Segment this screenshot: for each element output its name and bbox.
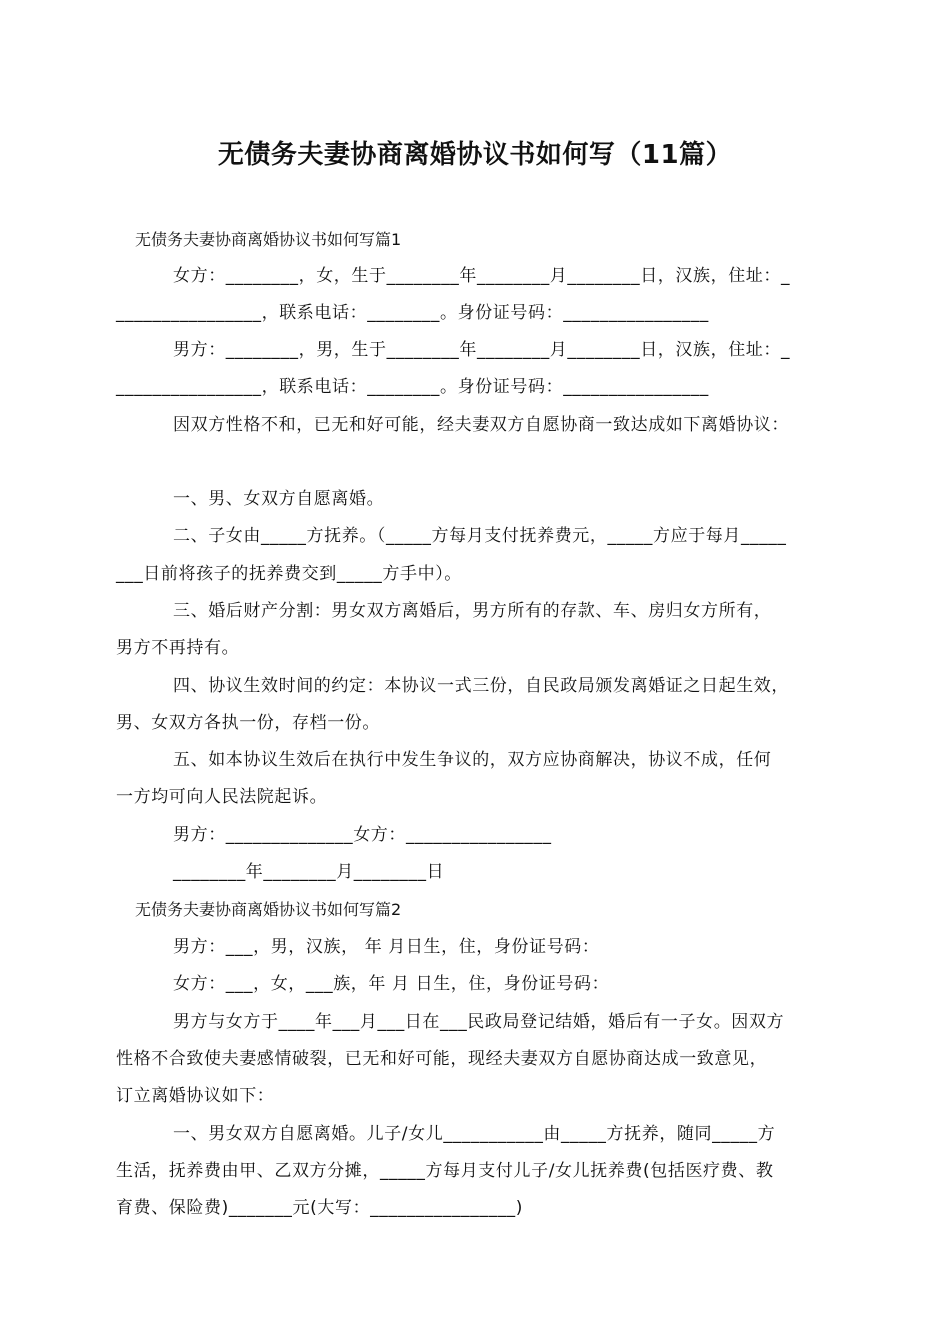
document-title: 无债务夫妻协商离婚协议书如何写（11篇）	[217, 140, 733, 170]
paragraph-line: 五、如本协议生效后在执行中发生争议的，双方应协商解决，协议不成，任何	[173, 750, 772, 770]
paragraph-line: 一、男女双方自愿离婚。儿子/女儿___________由_____方抚养，随同_____方	[173, 1124, 776, 1144]
paragraph-line: 二、子女由_____方抚养。（_____方每月支付抚养费元，_____方应于每月_____	[173, 526, 787, 546]
paragraph-line: 女方：________，女，生于________年________月________日，汉族，住址：_	[173, 266, 791, 286]
paragraph-line: 生活，抚养费由甲、乙双方分摊，_____方每月支付儿子/女儿抚养费(包括医疗费、教	[116, 1161, 774, 1181]
paragraph-line: 女方：___，女，___族，年 月 日生，住，身份证号码：	[173, 974, 610, 994]
paragraph-line: 男方：___，男，汉族， 年 月日生，住，身份证号码：	[173, 937, 600, 957]
signature-line: 男方：______________女方：________________	[173, 825, 552, 845]
section-heading-2: 无债务夫妻协商离婚协议书如何写篇2	[135, 900, 402, 919]
section-heading-1: 无债务夫妻协商离婚协议书如何写篇1	[135, 230, 402, 249]
paragraph-line: ________________，联系电话：________。身份证号码：________________	[116, 377, 709, 397]
paragraph-line: 三、婚后财产分割：男女双方离婚后，男方所有的存款、车、房归女方所有，	[173, 601, 772, 621]
paragraph-line: 一方均可向人民法院起诉。	[116, 787, 328, 807]
paragraph-line: ___日前将孩子的抚养费交到_____方手中）。	[116, 564, 462, 584]
paragraph-line: 订立离婚协议如下：	[116, 1086, 275, 1106]
paragraph-line: 因双方性格不和，已无和好可能，经夫妻双方自愿协商一致达成如下离婚协议：	[173, 415, 789, 435]
paragraph-line: 一、男、女双方自愿离婚。	[173, 489, 385, 509]
paragraph-line: 男方与女方于____年___月___日在___民政局登记结婚，婚后有一子女。因双方	[173, 1012, 785, 1032]
paragraph-line: 性格不合致使夫妻感情破裂，已无和好可能，现经夫妻双方自愿协商达成一致意见，	[116, 1049, 768, 1069]
paragraph-line: 男方不再持有。	[116, 638, 240, 658]
paragraph-line: 四、协议生效时间的约定：本协议一式三份，自民政局颁发离婚证之日起生效，	[173, 676, 789, 696]
paragraph-line: 男方：________，男，生于________年________月________日，汉族，住址：_	[173, 340, 791, 360]
paragraph-line: 男、女双方各执一份，存档一份。	[116, 713, 380, 733]
paragraph-line: 育费、保险费)_______元(大写：________________)	[116, 1198, 523, 1218]
date-line: ________年________月________日	[173, 862, 445, 882]
paragraph-line: ________________，联系电话：________。身份证号码：________________	[116, 303, 709, 323]
